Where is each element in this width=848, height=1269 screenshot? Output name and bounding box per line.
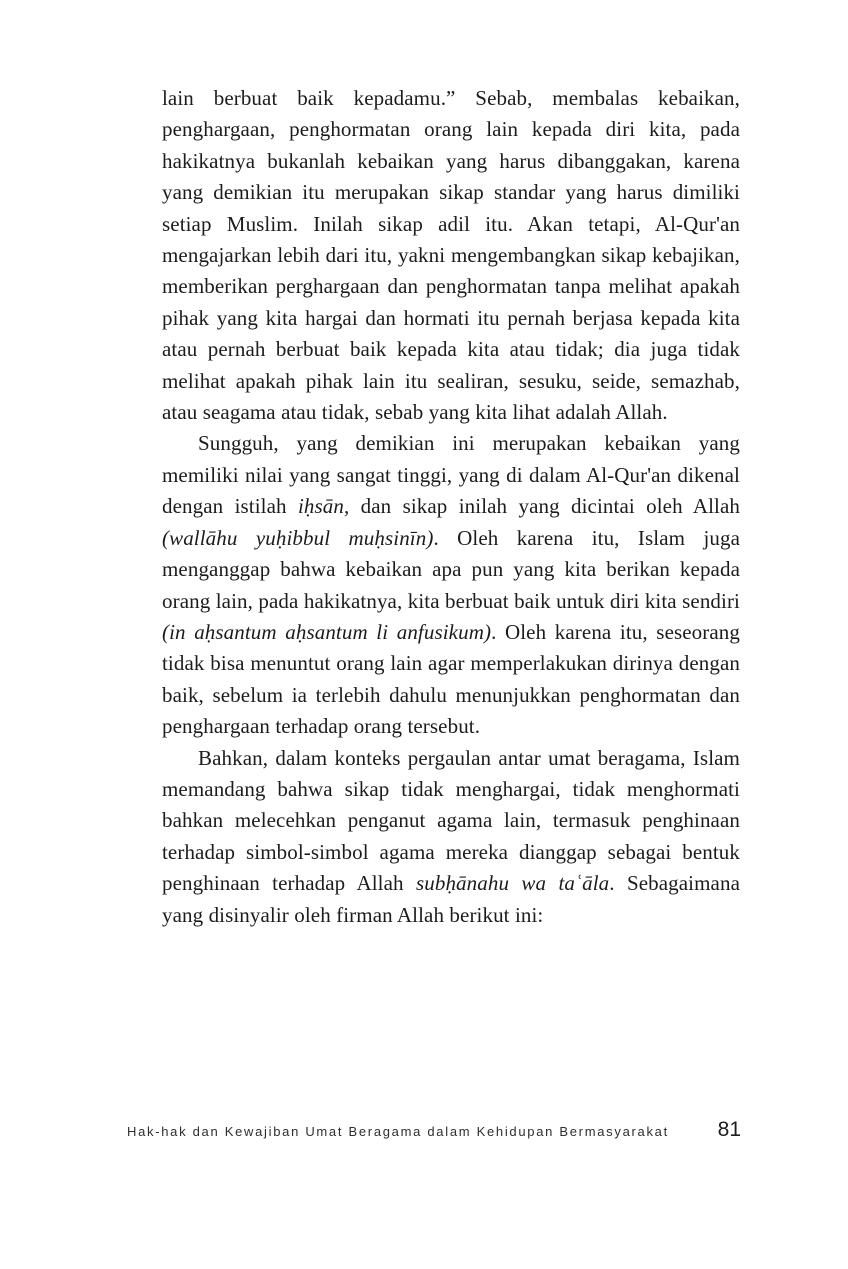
italic-phrase: subḥānahu wa taʿāla (415, 871, 610, 896)
italic-phrase: (in aḥsantum aḥsantum li anfusikum) (162, 619, 492, 644)
paragraph (162, 743, 740, 931)
body-text (162, 83, 740, 931)
text-run: Sungguh, yang demikian ini merupakan kebaikan yang memiliki nilai yang sangat tinggi, yang di dalam Al-Qur'an dikenal dengan istilah (162, 431, 740, 519)
page-number: 81 (717, 1118, 741, 1141)
text-run: Bahkan, dalam konteks pergaulan antar umat beragama, Islam memandang bahwa sikap tidak menghargai, tidak menghormati bahkan melecehkan penganut agama lain, termasuk penghinaan terhadap simbol-simbol agama mereka dianggap sebagai bentuk penghinaan terhadap Allah (162, 745, 740, 896)
text-run: . Oleh karena itu, Islam juga menganggap bahwa kebaikan apa pun yang kita berikan kepada orang lain, pada hakikatnya, kita berbuat baik untuk diri kita sendiri (162, 525, 741, 613)
running-footer-title: Hak-hak dan Kewajiban Umat Beragama dalam Kehidupan Bermasyarakat (127, 1124, 669, 1139)
page-footer (127, 1118, 741, 1142)
text-run: . Sebagaimana yang disinyalir oleh firman Allah berikut ini: (162, 871, 740, 927)
text-run: lain berbuat baik kepadamu.” Sebab, membalas kebaikan, penghargaan, penghormatan orang lain kepada diri kita, pada hakikatnya bukanlah kebaikan yang harus dibanggakan, karena yang demikian itu merupakan sikap standar yang harus dimiliki setiap Muslim. Inilah sikap adil itu. Akan tetapi, Al-Qur'an mengajarkan lebih dari itu, yakni mengembangkan sikap kebajikan, memberikan perghargaan dan penghormatan tanpa melihat apakah pihak yang kita hargai dan hormati itu pernah berjasa kepada kita atau pernah berbuat baik kepada kita atau tidak; dia juga tidak melihat apakah pihak lain itu sealiran, sesuku, seide, semazhab, atau seagama atau tidak, sebab yang kita lihat adalah Allah. (162, 86, 740, 425)
italic-phrase: (wallāhu yuḥibbul muḥsinīn) (162, 525, 434, 550)
text-run: . Oleh karena itu, seseorang tidak bisa menuntut orang lain agar memperlakukan dirinya dengan baik, sebelum ia terlebih dahulu menunjukkan penghormatan dan penghargaan terhadap orang tersebut. (162, 619, 740, 739)
paragraph (162, 83, 740, 428)
italic-phrase: iḥsān, (297, 494, 350, 519)
paragraph (162, 428, 740, 742)
text-run: dan sikap inilah yang dicintai oleh Allah (349, 494, 741, 519)
